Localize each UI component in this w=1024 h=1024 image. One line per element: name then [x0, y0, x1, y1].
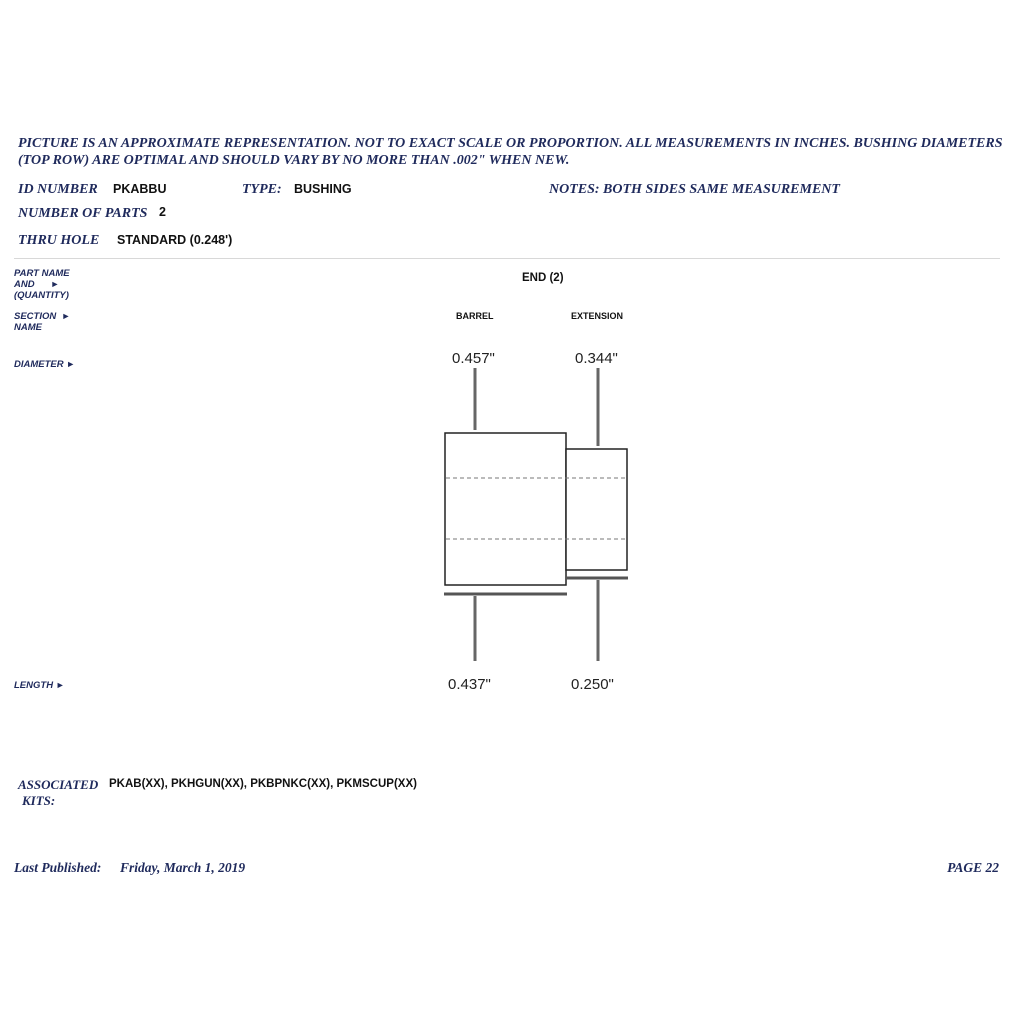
diameter-row-label: DIAMETER ► — [14, 359, 76, 370]
last-published-label: Last Published: — [14, 860, 102, 875]
thru-hole-label: THRU HOLE — [18, 233, 100, 248]
part-name-row-label: PART NAME AND ► (QUANTITY) — [14, 268, 70, 301]
arrow-icon: ► — [66, 359, 76, 369]
section-name-barrel: BARREL — [456, 311, 494, 321]
barrel-diameter-value: 0.457" — [452, 350, 495, 367]
section-name-row-label: SECTION ► NAME — [14, 311, 71, 333]
extension-length-value: 0.250" — [571, 676, 614, 693]
number-of-parts-label: NUMBER OF PARTS — [18, 206, 148, 221]
type-label: TYPE: — [242, 182, 282, 197]
extension-diameter-value: 0.344" — [575, 350, 618, 367]
section-name-extension: EXTENSION — [571, 311, 624, 321]
id-number-value: PKABBU — [113, 182, 167, 196]
id-number-label: ID NUMBER — [18, 182, 98, 197]
thru-hole-value: STANDARD (0.248') — [117, 233, 233, 247]
associated-kits-label: ASSOCIATED KITS: — [18, 777, 99, 808]
arrow-icon: ► — [50, 279, 60, 289]
bushing-drawing — [420, 365, 640, 675]
page-number: PAGE 22 — [947, 860, 999, 875]
length-row-label: LENGTH ► — [14, 680, 65, 691]
notes-text: NOTES: BOTH SIDES SAME MEASUREMENT — [549, 182, 840, 197]
associated-kits-value: PKAB(XX), PKHGUN(XX), PKBPNKC(XX), PKMSCUP(XX) — [109, 778, 417, 790]
arrow-icon: ► — [55, 680, 65, 690]
last-published-date: Friday, March 1, 2019 — [120, 860, 246, 875]
header-divider — [14, 258, 1000, 259]
number-of-parts-value: 2 — [159, 205, 166, 219]
part-name-value: END (2) — [522, 272, 564, 284]
extension-outline — [566, 449, 627, 570]
type-value: BUSHING — [294, 182, 352, 196]
barrel-length-value: 0.437" — [448, 676, 491, 693]
arrow-icon: ► — [61, 311, 71, 321]
barrel-outline — [445, 433, 566, 585]
disclaimer-text: PICTURE IS AN APPROXIMATE REPRESENTATION. NOT TO EXACT SCALE OR PROPORTION. ALL MEASUREMENTS IN INCHES. BUSHING DIAMETERS (TOP ROW) ARE OPTIMAL AND SHOULD VARY BY NO MORE THAN .002" WHEN NEW. — [18, 136, 1003, 168]
